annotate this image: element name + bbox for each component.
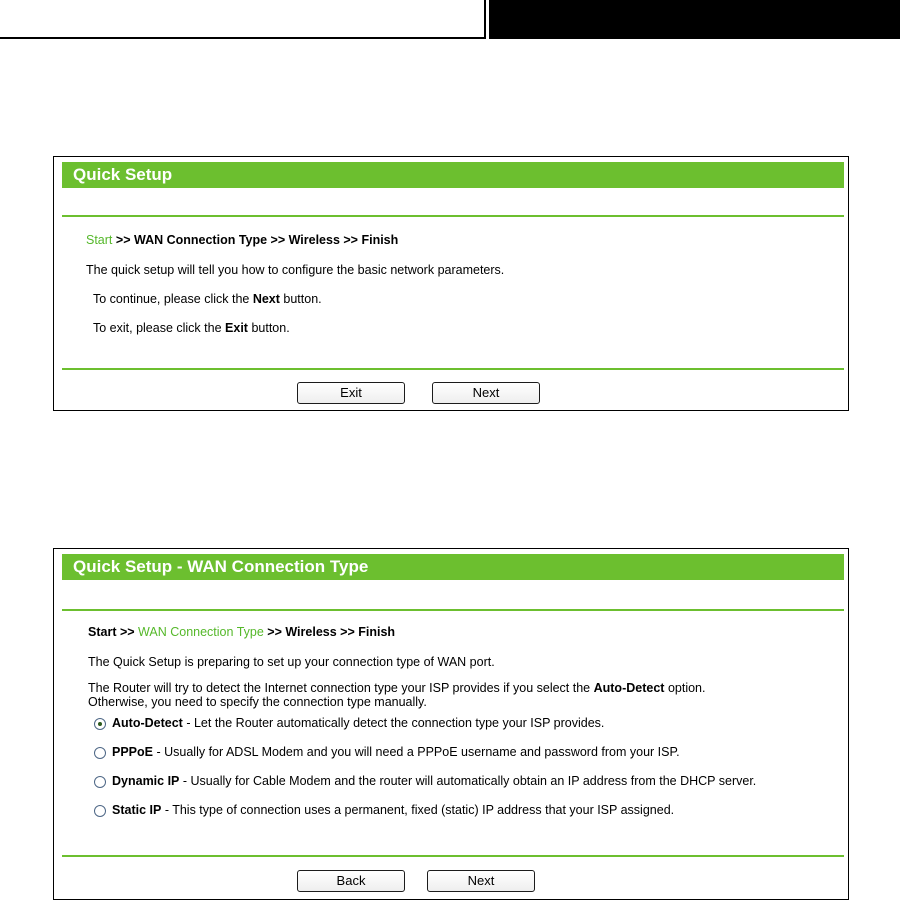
manual-text: Otherwise, you need to specify the connection type manually.	[88, 695, 427, 709]
breadcrumb-start: Start >>	[88, 625, 135, 639]
panel-title: Quick Setup	[62, 162, 844, 188]
breadcrumb-current: WAN Connection Type	[138, 625, 264, 639]
radio-button[interactable]	[94, 747, 106, 759]
option-label: PPPoE	[112, 745, 153, 759]
header-black-band	[489, 0, 900, 39]
radio-button[interactable]	[94, 776, 106, 788]
radio-button[interactable]	[94, 805, 106, 817]
continue-instruction: To continue, please click the Next button.	[93, 292, 322, 306]
header-separator	[484, 0, 486, 39]
panel-title: Quick Setup - WAN Connection Type	[62, 554, 844, 580]
divider	[62, 368, 844, 370]
wan-connection-type-panel	[53, 548, 849, 900]
next-button[interactable]: Next	[432, 382, 540, 404]
next-button[interactable]: Next	[427, 870, 535, 892]
option-description: - Usually for Cable Modem and the router will automatically obtain an IP address from the DHCP server.	[182, 774, 757, 788]
breadcrumb-current: Start	[86, 233, 113, 247]
header-rule	[0, 37, 484, 39]
breadcrumb	[88, 625, 395, 639]
option-label: Dynamic IP	[112, 774, 180, 788]
breadcrumb-rest: >> Wireless >> Finish	[267, 625, 396, 639]
quick-setup-panel	[53, 156, 849, 411]
breadcrumb-rest: >> WAN Connection Type >> Wireless >> Finish	[115, 233, 399, 247]
intro-text: The quick setup will tell you how to configure the basic network parameters.	[86, 263, 505, 277]
exit-instruction: To exit, please click the Exit button.	[93, 321, 290, 335]
detect-text: The Router will try to detect the Internet connection type your ISP provides if you select the Auto-Detect option.	[88, 681, 706, 695]
back-button[interactable]: Back	[297, 870, 405, 892]
divider	[62, 215, 844, 217]
radio-button[interactable]	[94, 718, 106, 730]
divider	[62, 855, 844, 857]
option-description: - This type of connection uses a permanent, fixed (static) IP address that your ISP assigned.	[164, 803, 675, 817]
option-description: - Usually for ADSL Modem and you will need a PPPoE username and password from your ISP.	[156, 745, 680, 759]
option-description: - Let the Router automatically detect the connection type your ISP provides.	[186, 716, 605, 730]
option-label: Auto-Detect	[112, 716, 183, 730]
exit-button[interactable]: Exit	[297, 382, 405, 404]
divider	[62, 609, 844, 611]
option-label: Static IP	[112, 803, 162, 817]
breadcrumb	[86, 233, 398, 247]
intro-text: The Quick Setup is preparing to set up your connection type of WAN port.	[88, 655, 495, 669]
